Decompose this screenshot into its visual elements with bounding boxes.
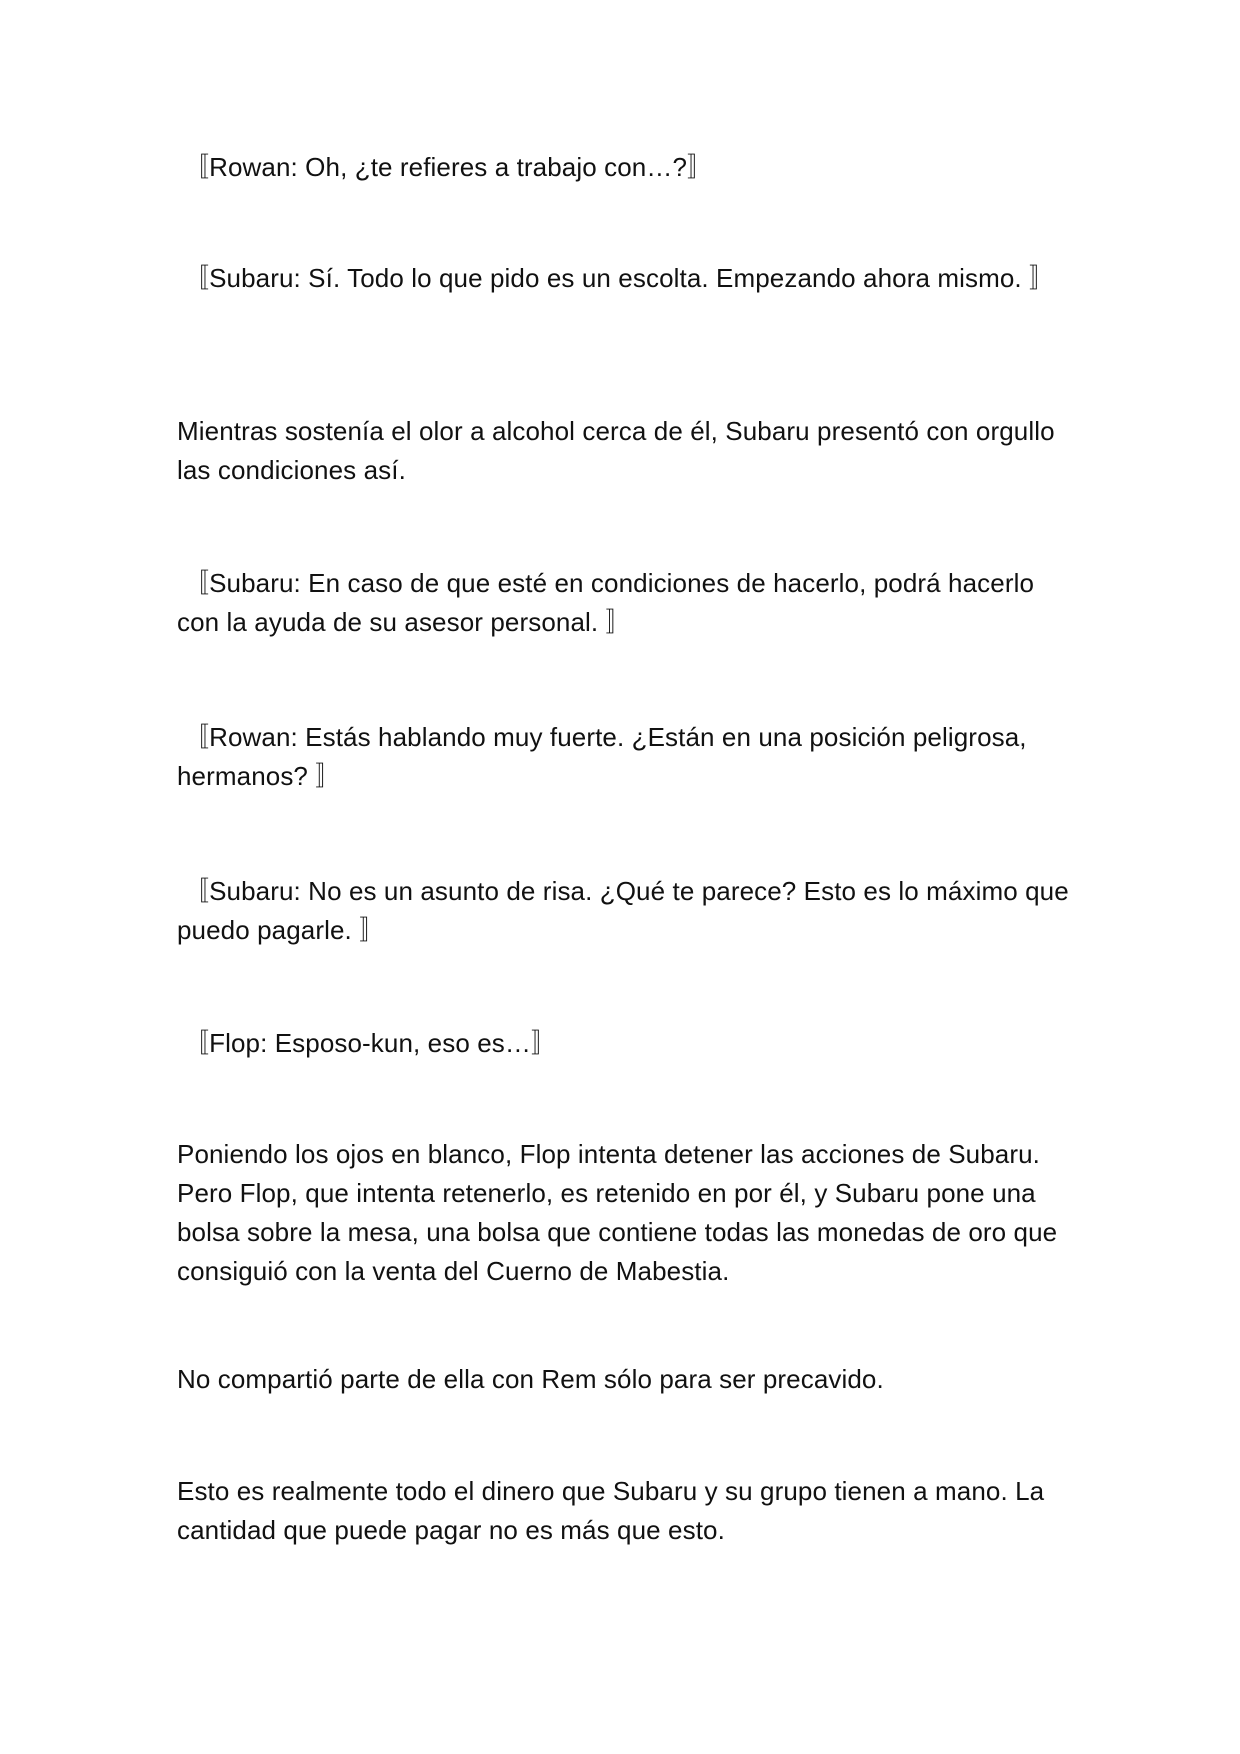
- narration-rem-precavido: No compartió parte de ella con Rem sólo para ser precavido.: [177, 1364, 884, 1394]
- dialogue-rowan-trabajo: 〚Rowan: Oh, ¿te refieres a trabajo con…?〛: [183, 152, 714, 182]
- dialogue-rowan-hermanos: 〚Rowan: Estás hablando muy fuerte. ¿Están en una posición peligrosa, hermanos? 〛: [177, 722, 1027, 791]
- dialogue-subaru-escolta: 〚Subaru: Sí. Todo lo que pido es un escolta. Empezando ahora mismo. 〛: [183, 263, 1056, 293]
- dialogue-subaru-asesor: 〚Subaru: En caso de que esté en condiciones de hacerlo, podrá hacerlo con la ayuda de su asesor personal. 〛: [177, 568, 1035, 637]
- narration-olor-alcohol: Mientras sostenía el olor a alcohol cerca de él, Subaru presentó con orgullo las condiciones así.: [177, 416, 1055, 485]
- narration-dinero-mano: Esto es realmente todo el dinero que Subaru y su grupo tienen a mano. La cantidad que puede pagar no es más que esto.: [177, 1476, 1045, 1545]
- dialogue-subaru-pagarle: 〚Subaru: No es un asunto de risa. ¿Qué te parece? Esto es lo máximo que puedo pagarle. 〛: [177, 876, 1069, 945]
- dialogue-flop-esposo: 〚Flop: Esposo-kun, eso es…〛: [183, 1028, 558, 1058]
- narration-flop-bolsa: Poniendo los ojos en blanco, Flop intenta detener las acciones de Subaru. Pero Flop, que intenta retenerlo, es retenido en por él, y Subaru pone una bolsa sobre la mesa, una bolsa que contiene todas las monedas de oro que consiguió con la venta del Cuerno de Mabestia.: [177, 1139, 1058, 1286]
